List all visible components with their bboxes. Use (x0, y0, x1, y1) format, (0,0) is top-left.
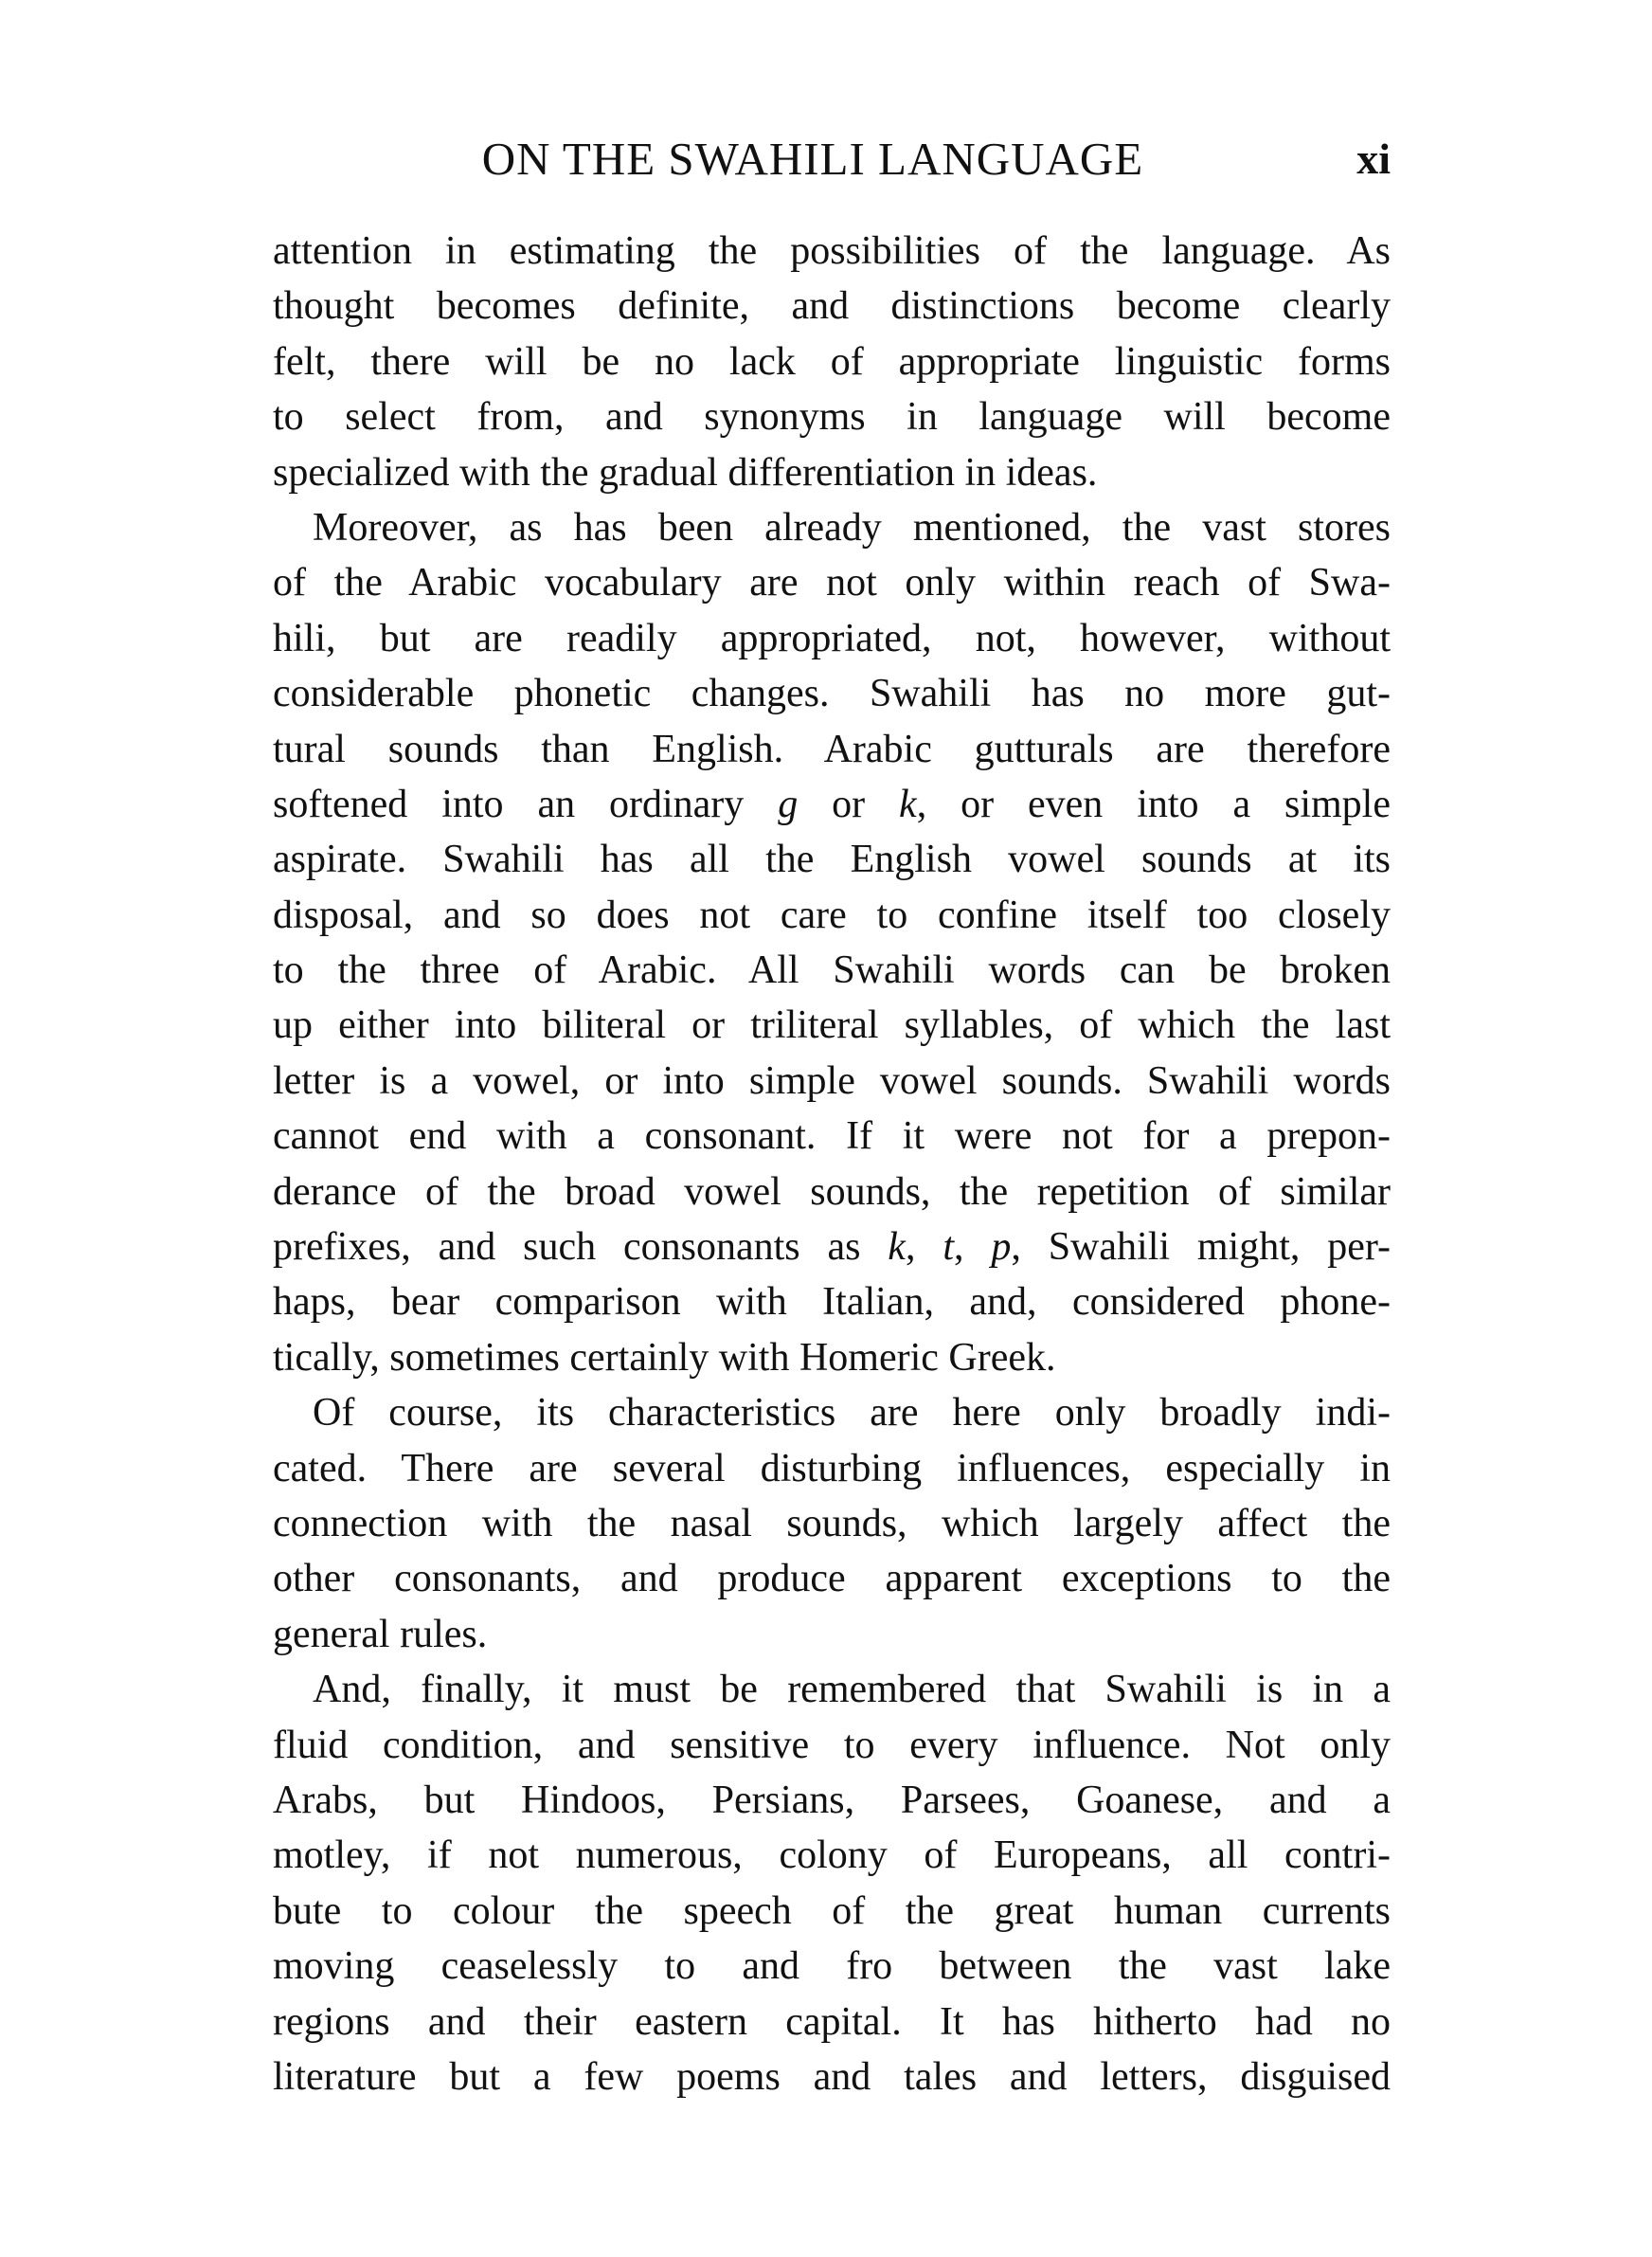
text-line: letter is a vowel, or into simple vowel sounds. Swahili words (273, 1058, 1391, 1103)
text-line: to the three of Arabic. All Swahili words can be broken (273, 948, 1391, 993)
paragraph (273, 224, 1391, 500)
text-line: hili, but are readily appropriated, not, however, without (273, 616, 1391, 660)
text-line: considerable phonetic changes. Swahili has no more gut- (273, 672, 1391, 716)
body-text (273, 224, 1391, 2104)
text-line: general rules. (273, 1612, 488, 1656)
page-number: xi (1356, 135, 1391, 183)
text-line: tural sounds than English. Arabic gutturals are therefore (273, 727, 1391, 771)
text-line: connection with the nasal sounds, which largely affect the (273, 1501, 1391, 1545)
text-line: regions and their eastern capital. It has hitherto had no (273, 1999, 1391, 2044)
text-line: attention in estimating the possibilities of the language. As (273, 229, 1391, 273)
text-line: cannot end with a consonant. If it were not for a prepon- (273, 1114, 1391, 1159)
text-line: disposal, and so does not care to confine itself too closely (273, 893, 1391, 937)
text-line: derance of the broad vowel sounds, the repetition of similar (273, 1169, 1391, 1214)
text-line: softened into an ordinary g or k, or even into a simple (273, 782, 1391, 826)
text-line: felt, there will be no lack of appropriate linguistic forms (273, 339, 1391, 384)
text-line: aspirate. Swahili has all the English vowel sounds at its (273, 838, 1391, 882)
running-title: ON THE SWAHILI LANGUAGE (481, 133, 1144, 185)
paragraph (273, 500, 1391, 1385)
text-line: And, finally, it must be remembered that Swahili is in a (313, 1668, 1391, 1712)
text-line: of the Arabic vocabulary are not only within reach of Swa- (273, 561, 1391, 605)
text-line: thought becomes definite, and distinctions become clearly (273, 284, 1391, 329)
text-line: haps, bear comparison with Italian, and, considered phone- (273, 1280, 1391, 1325)
text-line: motley, if not numerous, colony of Europeans, all contri- (273, 1833, 1391, 1878)
text-line: moving ceaselessly to and fro between the vast lake (273, 1944, 1391, 1989)
text-line: fluid condition, and sensitive to every influence. Not only (273, 1723, 1391, 1767)
text-line: cated. There are several disturbing influences, especially in (273, 1446, 1391, 1490)
text-line: up either into biliteral or triliteral syllables, of which the last (273, 1003, 1391, 1048)
paragraph (273, 1662, 1391, 2104)
text-line: tically, sometimes certainly with Homeric Greek. (273, 1335, 1056, 1380)
text-line: specialized with the gradual differentiation in ideas. (273, 450, 1098, 495)
paragraph (273, 1385, 1391, 1662)
text-line: Arabs, but Hindoos, Persians, Parsees, Goanese, and a (273, 1778, 1391, 1822)
text-line: bute to colour the speech of the great human currents (273, 1888, 1391, 1933)
text-line: other consonants, and produce apparent exceptions to the (273, 1557, 1391, 1601)
text-line: prefixes, and such consonants as k, t, p, Swahili might, per- (273, 1225, 1391, 1270)
running-head (273, 131, 1391, 188)
text-line: Of course, its characteristics are here only broadly indi- (313, 1391, 1391, 1435)
text-line: to select from, and synonyms in language will become (273, 395, 1391, 440)
text-line: Moreover, as has been already mentioned, the vast stores (313, 505, 1391, 550)
text-line: literature but a few poems and tales and letters, disguised (273, 2054, 1391, 2099)
